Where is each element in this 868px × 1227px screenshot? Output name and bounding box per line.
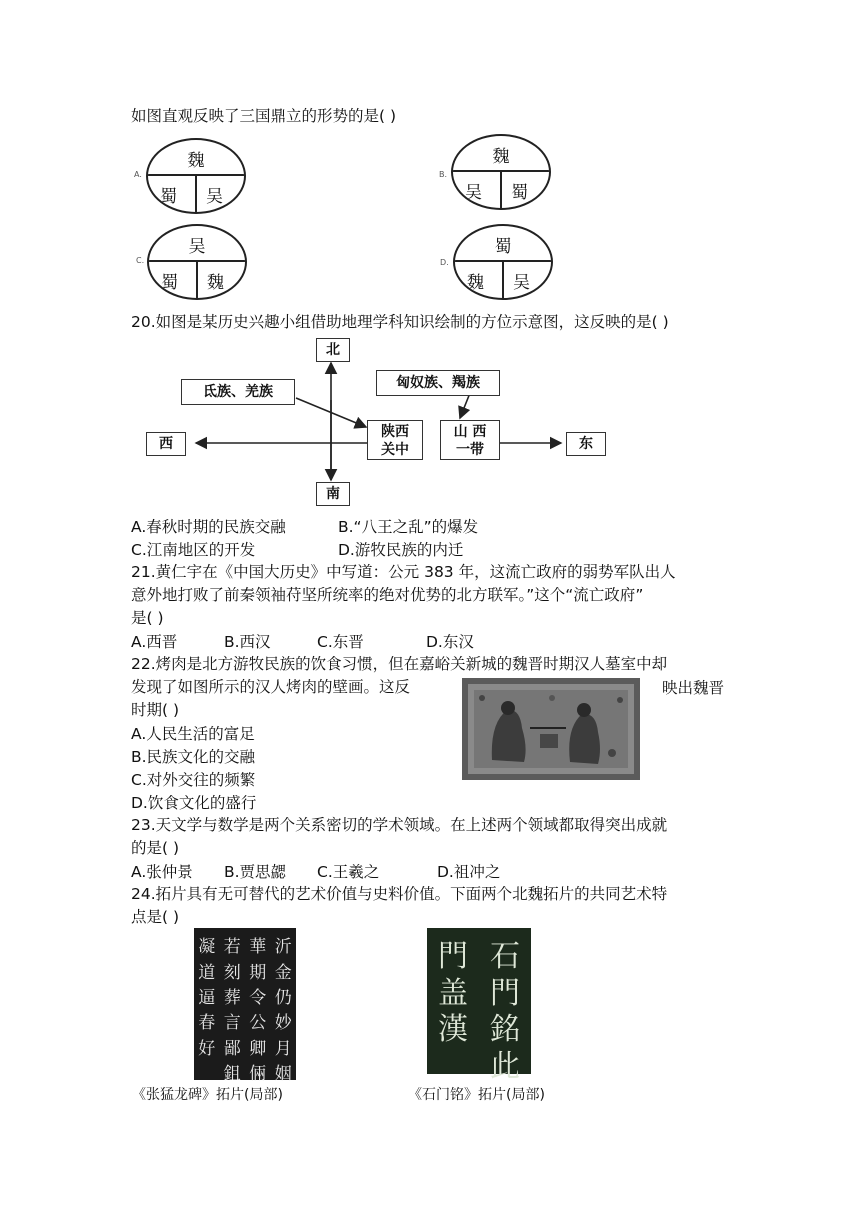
q21-option-a[interactable]: A.西晋: [131, 633, 178, 651]
kingdom-bottom-right: 魏: [207, 273, 224, 293]
q22-line-3: 时期( ): [131, 701, 180, 719]
kingdom-top: 吴: [188, 237, 206, 257]
option-label: C.: [136, 256, 145, 265]
q20-option-d[interactable]: D.游牧民族的内迁: [338, 541, 464, 559]
region-shanxi: 山 西 一带: [440, 420, 500, 460]
q24-line-2: 点是( ): [131, 908, 180, 926]
q23-line-1: 23.天文学与数学是两个关系密切的学术领域。在上述两个领域都取得突出成就: [131, 816, 668, 834]
kingdom-bottom-left: 吴: [465, 183, 482, 203]
rubbing-character: 銘: [490, 1012, 520, 1048]
rubbing-character: 令: [249, 987, 267, 1008]
q21-option-c[interactable]: C.东晋: [317, 633, 364, 651]
east-label: 东: [566, 432, 606, 456]
option-label: B.: [439, 170, 448, 179]
rubbing-character: 葬: [223, 987, 241, 1008]
rubbing-character: 月: [274, 1038, 292, 1059]
shimen-ming-caption: 《石门铭》拓片(局部): [408, 1087, 545, 1103]
rubbing-character: 春: [198, 1013, 216, 1034]
rubbing-character: 卿: [249, 1038, 267, 1059]
q20-option-c[interactable]: C.江南地区的开发: [131, 541, 256, 559]
rubbing-character: 道: [198, 962, 216, 983]
north-label: 北: [316, 338, 350, 362]
q21-line-1: 21.黄仁宇在《中国大历史》中写道：公元 383 年，这流亡政府的弱势军队出人: [131, 563, 676, 581]
rubbing-character: 此: [490, 1048, 520, 1084]
rubbing-character: 盖: [438, 975, 468, 1011]
rubbing-character: 石: [490, 939, 520, 975]
rubbing-character: 公: [249, 1013, 267, 1034]
q22-line-2b: 映出魏晋: [662, 679, 725, 697]
kingdom-bottom-left: 蜀: [161, 273, 178, 293]
rubbing-character: 期: [249, 962, 267, 983]
q22-option-d[interactable]: D.饮食文化的盛行: [131, 794, 257, 812]
rubbing-character: 刻: [223, 962, 241, 983]
q20-option-b[interactable]: B.“八王之乱”的爆发: [338, 518, 479, 536]
rubbing-character: 沂: [274, 937, 292, 958]
kingdom-bottom-right: 吴: [206, 187, 223, 207]
shimen-ming-rubbing: [427, 928, 531, 1084]
rubbing-character: 門: [490, 975, 520, 1011]
rubbing-character: 門: [438, 939, 468, 975]
kingdom-top: 魏: [492, 147, 510, 167]
kingdom-bottom-right: 吴: [513, 273, 530, 293]
q19-stem: 如图直观反映了三国鼎立的形势的是( ): [131, 107, 397, 125]
rubbing-character: 妙: [274, 1013, 292, 1034]
kingdom-bottom-left: 蜀: [160, 187, 177, 207]
tribes-di-qiang: 氐族、羌族: [181, 379, 295, 405]
q24-line-1: 24.拓片具有无可替代的艺术价值与史料价值。下面两个北魏拓片的共同艺术特: [131, 885, 668, 903]
rubbing-character: 漢: [438, 1012, 468, 1048]
q22-line-1: 22.烤肉是北方游牧民族的饮食习惯，但在嘉峪关新城的魏晋时期汉人墓室中却: [131, 655, 668, 673]
rubbing-character: 倆: [249, 1063, 267, 1084]
kingdom-bottom-left: 魏: [467, 273, 484, 293]
rubbing-character: 好: [198, 1038, 216, 1059]
q20-stem: 20.如图是某历史兴趣小组借助地理学科知识绘制的方位示意图，这反映的是( ): [131, 313, 669, 331]
q21-line-3: 是( ): [131, 609, 164, 627]
mural-image: [462, 678, 640, 780]
kingdom-top: 蜀: [494, 237, 512, 257]
q23-option-a[interactable]: A.张仲景: [131, 863, 193, 881]
kingdom-bottom-right: 蜀: [511, 183, 528, 203]
q21-line-2: 意外地打败了前秦领袖苻坚所统率的绝对优势的北方联军。”这个“流亡政府”: [131, 586, 644, 604]
rubbing-character: 若: [223, 937, 241, 958]
q23-option-d[interactable]: D.祖冲之: [437, 863, 501, 881]
q22-option-c[interactable]: C.对外交往的频繁: [131, 771, 256, 789]
tribes-xiongnu-jie: 匈奴族、羯族: [376, 370, 500, 396]
rubbing-character: 仍: [274, 987, 292, 1008]
kingdom-top: 魏: [187, 151, 205, 171]
q21-option-d[interactable]: D.东汉: [426, 633, 474, 651]
zhang-menglong-rubbing: [194, 928, 296, 1084]
rubbing-character: 姻: [274, 1063, 292, 1084]
rubbing-character: 逼: [198, 987, 216, 1008]
rubbing-character: 言: [223, 1013, 241, 1034]
rubbing-character: 金: [274, 962, 292, 983]
q23-option-c[interactable]: C.王羲之: [317, 863, 380, 881]
option-label: A.: [134, 170, 142, 179]
diagram-arrows: [0, 0, 868, 520]
q22-line-2a: 发现了如图所示的汉人烤肉的壁画。这反: [131, 678, 411, 696]
south-label: 南: [316, 482, 350, 506]
q22-option-a[interactable]: A.人民生活的富足: [131, 725, 255, 743]
rubbing-character: 鉏: [223, 1063, 241, 1084]
rubbing-character: 凝: [198, 937, 216, 958]
zhang-menglong-caption: 《张猛龙碑》拓片(局部): [132, 1087, 283, 1103]
q22-option-b[interactable]: B.民族文化的交融: [131, 748, 256, 766]
rubbing-character: 鄙: [223, 1038, 241, 1059]
west-label: 西: [146, 432, 186, 456]
q23-line-2: 的是( ): [131, 839, 180, 857]
q20-option-a[interactable]: A.春秋时期的民族交融: [131, 518, 286, 536]
q21-option-b[interactable]: B.西汉: [224, 633, 271, 651]
region-shaanxi-guanzhong: 陕西 关中: [367, 420, 423, 460]
rubbing-character: 華: [249, 937, 267, 958]
option-label: D.: [440, 258, 449, 267]
q23-option-b[interactable]: B.贾思勰: [224, 863, 287, 881]
